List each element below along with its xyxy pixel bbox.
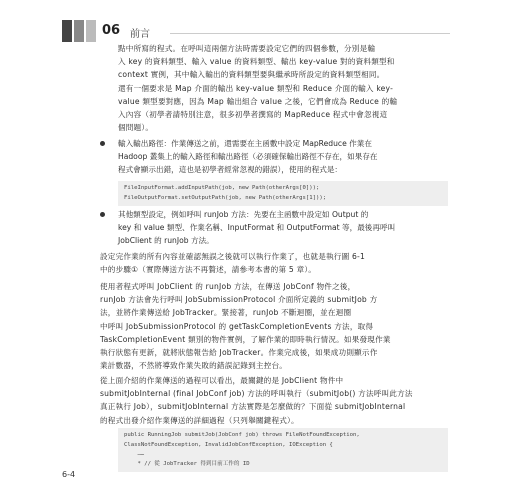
bullet-item-io-paths (100, 137, 448, 177)
header-decoration-block (86, 20, 96, 42)
text-line: context 實例，其中輸入輸出的資料類型要與繼承時所設定的資料類型相同。 (118, 70, 385, 80)
code-line: ClassNotFoundException, InvalidJobConfException, IOException { (124, 441, 333, 448)
text-line: 點中所寫的程式。在呼叫這兩個方法時需要設定它們的四個參數，分別是輸 (118, 44, 376, 53)
text-line: 個問題）。 (118, 123, 154, 133)
code-line: FileOutputFormat.setOutputPath(job, new Path(otherArgs[1])); (124, 194, 327, 201)
code-block-submitjob (118, 428, 448, 472)
bullet-item-other-settings (100, 208, 448, 248)
code-line: …… (124, 451, 145, 458)
text-line: 使用者程式呼叫 JobClient 的 runJob 方法，在傳送 JobConf 物件之後， (100, 282, 356, 291)
chapter-title: 前言 (130, 29, 150, 40)
text-line: 入內容（初學者請特別注意，很多初學者撰寫的 MapReduce 程式中會忽視這 (118, 110, 388, 120)
code-block-paths (118, 181, 448, 206)
text-line: 中呼叫 JobSubmissionProtocol 的 getTaskCompletionEvents 方法，取得 (100, 321, 374, 331)
text-line: submitJobInternal (final JobConf job) 方法的呼叫執行（submitJob() 方法呼叫此方法 (100, 389, 413, 399)
text-line: 法，並將作業傳送給 JobTracker。緊接著，runJob 不斷迴圈，並在迴圈 (100, 308, 352, 318)
code-line: FileInputFormat.addInputPath(job, new Path(otherArgs[0])); (124, 185, 320, 191)
header-decoration-block (62, 20, 72, 42)
text-line: 程式會顯示出錯，這也是初學者經常忽視的錯誤），使用的程式是： (118, 165, 343, 175)
text-line: key 和 value 類型、作業名稱、InputFormat 和 OutputFormat 等，最後再呼叫 (118, 223, 396, 233)
bullet-icon (100, 212, 105, 217)
text-line: 真正執行 Job），submitJobInternal 方法實際是怎麼做的？下面從 submitJobInternal (100, 402, 406, 412)
text-line: 的程式出發介紹作業傳送的詳細過程（只列舉關鍵程式）。 (100, 415, 299, 425)
code-line: public RunningJob submitJob(JobConf job) throws FileNotFoundException, (124, 432, 360, 438)
paragraph-3 (100, 280, 448, 372)
text-line: 還有一個要求是 Map 介面的輸出 key-value 類型和 Reduce 介面的輸入 key- (118, 83, 394, 93)
text-line: value 類型要對應，因為 Map 輸出組合 value 之後，它們會成為 Reduce 的輸 (118, 96, 398, 106)
paragraph-1 (118, 42, 448, 134)
bullet-icon (100, 141, 105, 146)
text-line: 執行狀態有更新，就將狀態報告給 JobTracker。作業完成後，如果成功則顯示作 (100, 348, 378, 358)
code-line: * // 從 JobTracker 得到目前工作的 ID (124, 460, 250, 467)
paragraph-2 (100, 250, 448, 276)
text-line: JobClient 的 runJob 方法。 (118, 236, 214, 246)
text-line: 其他類型設定，例如呼叫 runJob 方法：先要在主函數中設定如 Output 的 (118, 210, 369, 219)
chapter-number: 06 (102, 23, 121, 38)
text-line: runJob 方法會先行呼叫 JobSubmissionProtocol 介面所定義的 submitJob 方 (100, 295, 378, 305)
text-line: 業計數器，不然將導致作業失敗的錯誤記錄到主控台。 (100, 361, 288, 371)
text-line: 入 key 的資料類型、輸入 value 的資料類型、輸出 key-value 對的資料類型和 (118, 57, 395, 67)
text-line: Hadoop 叢集上的輸入路徑和輸出路徑（必須確保輸出路徑不存在，如果存在 (118, 152, 378, 162)
text-line: 設定完作業的所有內容並確認無誤之後就可以執行作業了，也就是執行圖 6-1 (100, 252, 366, 261)
header-decoration-block (74, 20, 84, 42)
text-line: 輸入輸出路徑：作業傳送之前，還需要在主函數中設定 MapReduce 作業在 (118, 139, 372, 148)
text-line: TaskCompletionEvent 類別的物件實例，了解作業的即時執行情況。如果發現作業 (100, 334, 391, 344)
text-line: 中的步驟①（實際傳送方法不再贅述，請參考本書的第 5 章）。 (100, 265, 317, 275)
text-line: 從上面介紹的作業傳送的過程可以看出，最關鍵的是 JobClient 物件中 (100, 376, 344, 385)
header-rule (170, 33, 450, 34)
chapter-header (62, 20, 462, 44)
paragraph-4 (100, 374, 448, 427)
page-number: 6-4 (62, 470, 76, 479)
